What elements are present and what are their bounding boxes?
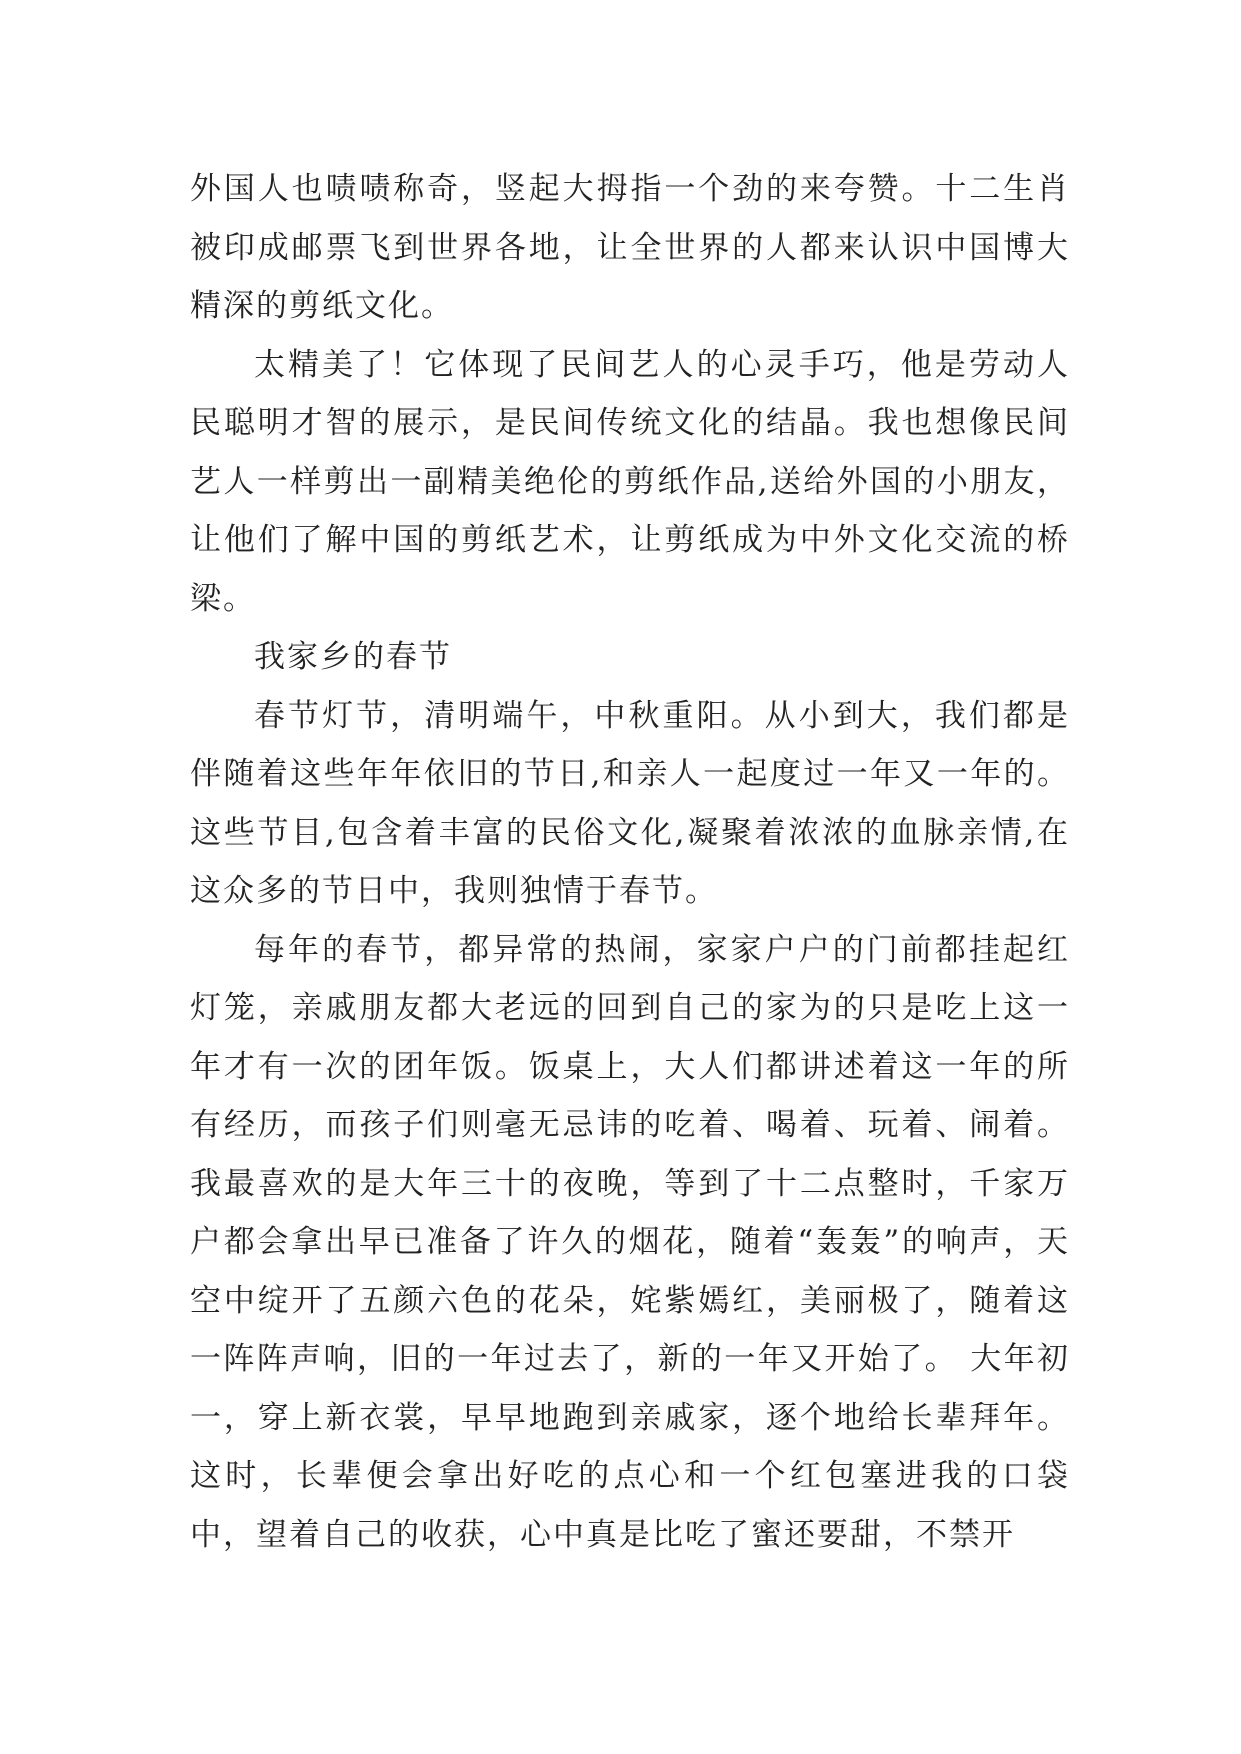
paragraph-1: 外国人也啧啧称奇，竖起大拇指一个劲的来夸赞。十二生肖被印成邮票飞到世界各地，让全世界的人都来认识中国博大精深的剪纸文化。 bbox=[190, 171, 1070, 324]
document-body bbox=[190, 160, 1070, 1564]
paragraph-2: 太精美了！它体现了民间艺人的心灵手巧，他是劳动人民聪明才智的展示，是民间传统文化的结晶。我也想像民间艺人一样剪出一副精美绝伦的剪纸作品,送给外国的小朋友，让他们了解中国的剪纸艺术，让剪纸成为中外文化交流的桥梁。 bbox=[190, 346, 1070, 617]
paragraph-3: 春节灯节，清明端午，中秋重阳。从小到大，我们都是伴随着这些年年依旧的节日,和亲人一起度过一年又一年的。这些节目,包含着丰富的民俗文化,凝聚着浓浓的血脉亲情,在这众多的节日中，我则独情于春节。 bbox=[190, 697, 1070, 909]
section-heading: 我家乡的春节 bbox=[254, 639, 452, 675]
paragraph-4: 每年的春节，都异常的热闹，家家户户的门前都挂起红灯笼，亲戚朋友都大老远的回到自己的家为的只是吃上这一年才有一次的团年饭。饭桌上，大人们都讲述着这一年的所有经历，而孩子们则毫无忌讳的吃着、喝着、玩着、闹着。我最喜欢的是大年三十的夜晚，等到了十二点整时，千家万户都会拿出早已准备了许久的烟花，随着“轰轰”的响声，天空中绽开了五颜六色的花朵，姹紫嫣红，美丽极了，随着这一阵阵声响，旧的一年过去了，新的一年又开始了。 大年初一，穿上新衣裳，早早地跑到亲戚家，逐个地给长辈拜年。这时，长辈便会拿出好吃的点心和一个红包塞进我的口袋中，望着自己的收获，心中真是比吃了蜜还要甜，不禁开 bbox=[190, 931, 1070, 1553]
